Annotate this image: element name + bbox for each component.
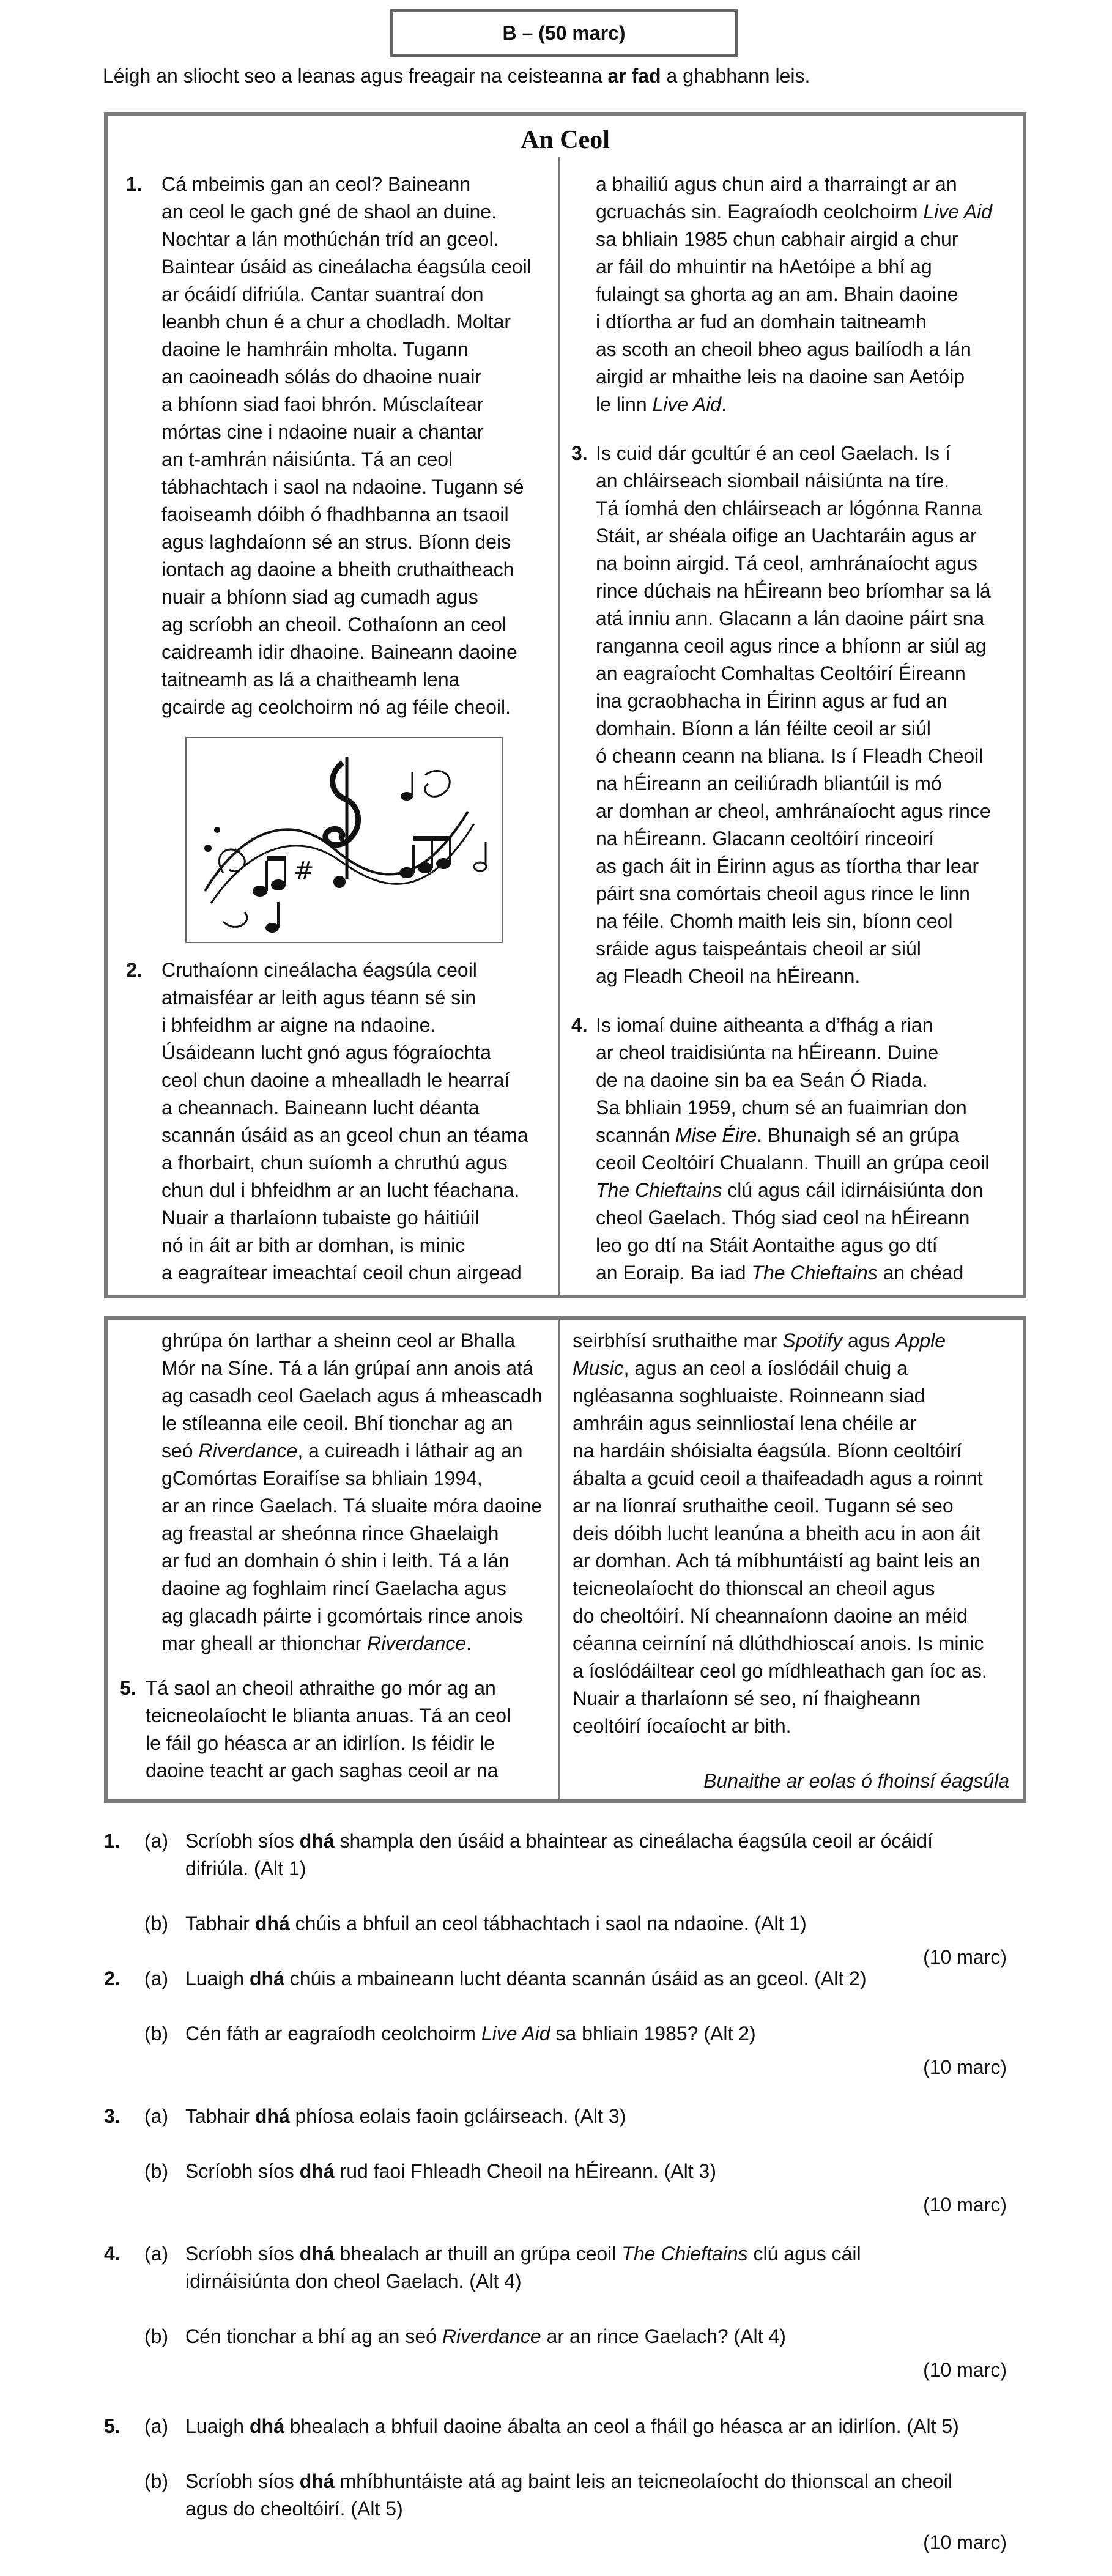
question-part-a	[185, 2240, 861, 2295]
text-line	[596, 1039, 989, 1067]
text-line	[596, 336, 992, 363]
text-fragment: agus	[842, 1330, 896, 1352]
text-line: rince dúchais na hÉireann beo bríomhar sa lá	[596, 580, 991, 602]
text-fragment: Mór na Síne. Tá a lán grúpaí ann anois atá	[161, 1357, 533, 1379]
text-line	[573, 1712, 987, 1740]
text-line: Cá mbeimis gan an ceol? Baineann	[161, 173, 471, 195]
italic-term: Music	[573, 1357, 624, 1379]
text-line	[596, 1204, 989, 1232]
text-fragment: an Eoraip. Ba iad	[596, 1262, 752, 1284]
text-line	[573, 1327, 987, 1355]
text-line	[161, 1575, 543, 1602]
text-line	[161, 1602, 543, 1630]
text-fragment: leo go dtí na Stáit Aontaithe agus go dtí	[596, 1234, 938, 1256]
text-line	[161, 1547, 543, 1575]
question-number: 2.	[104, 1967, 120, 1989]
question-text-line: Scríobh síos dhá rud faoi Fhleadh Cheoil na hÉireann. (Alt 3)	[185, 2160, 716, 2182]
text-line: Tá saol an cheoil athraithe go mór ag an	[146, 1677, 496, 1699]
text-fragment: ceoil Ceoltóirí Chualann. Thuill an grúpa ceoil	[596, 1152, 990, 1174]
text-line: teicneolaíocht le blianta anuas. Tá an ceol	[146, 1704, 511, 1727]
text-line: nó in áit ar bith ar domhan, is minic	[161, 1234, 465, 1256]
text-line	[161, 1437, 543, 1465]
text-line: an ceol le gach gné de shaol an duine.	[161, 201, 497, 223]
text-line: as gach áit in Éirinn agus as tíortha thar lear	[596, 855, 979, 877]
text-fragment: ag glacadh páirte i gcomórtais rince anois	[161, 1605, 523, 1627]
part-label: (b)	[144, 2160, 169, 2182]
paragraph-number: 4.	[571, 1014, 588, 1036]
question-text-line: Scríobh síos dhá bhealach ar thuill an grúpa ceoil The Chieftains clú agus cáil	[185, 2243, 861, 2265]
paragraph-number: 3.	[571, 442, 588, 464]
question-number: 5.	[104, 2415, 120, 2437]
text-fragment: , agus an ceol a íoslódáil chuig a	[623, 1357, 908, 1379]
italic-term: The Chieftains	[596, 1179, 722, 1201]
text-line: ceol chun daoine a mhealladh le hearraí	[161, 1069, 510, 1091]
text-line: nuair a bhíonn siad ag cumadh agus	[161, 586, 478, 608]
text-line	[596, 1149, 989, 1177]
question-number: 3.	[104, 2105, 120, 2127]
section-label: B – (50 marc)	[502, 21, 626, 44]
text-fragment: amhráin agus seinnliostaí lena chéile ar	[573, 1412, 917, 1434]
question-part-b	[185, 1910, 807, 1938]
text-line: leanbh chun é a chur a chodladh. Moltar	[161, 311, 511, 333]
text-line	[596, 1177, 989, 1204]
question-text-line: agus do cheoltóirí. (Alt 5)	[185, 2498, 403, 2520]
part-label: (a)	[144, 2243, 169, 2265]
text-fragment: a íoslódáiltear ceol go mídhleathach gan íoc as.	[573, 1660, 987, 1682]
marks-label: (10 marc)	[923, 2531, 1007, 2553]
text-fragment: céanna ceirníní ná dlúthdhioscaí anois. Is minic	[573, 1632, 984, 1654]
text-fragment: scannán	[596, 1124, 675, 1146]
text-line: a cheannach. Baineann lucht déanta	[161, 1097, 480, 1119]
text-line: a bhíonn siad faoi bhrón. Músclaítear	[161, 393, 484, 415]
text-fragment: Is iomaí duine aitheanta a d’fhág a rian	[596, 1014, 933, 1036]
paragraph-number: 2.	[126, 959, 143, 981]
question-text-line: Cén fáth ar eagraíodh ceolchoirm Live Aid sa bhliain 1985? (Alt 2)	[185, 2023, 756, 2045]
text-fragment: ghrúpa ón Iarthar a sheinn ceol ar Bhalla	[161, 1330, 516, 1352]
text-line: na hÉireann. Glacann ceoltóirí rinceoirí	[596, 827, 935, 849]
paragraph-4-continued	[161, 1327, 543, 1657]
text-line	[596, 253, 992, 281]
text-line: ag scríobh an cheoil. Cothaíonn an ceol	[161, 613, 506, 635]
text-line: Is cuid dár gcultúr é an ceol Gaelach. Is í	[596, 442, 951, 464]
question-part-b	[185, 2020, 756, 2048]
text-fragment: fulaingt sa ghorta ag an am. Bhain daoine	[596, 283, 958, 305]
text-line	[161, 1382, 543, 1410]
text-line: ar domhan ar cheol, amhránaíocht agus rince	[596, 800, 991, 822]
text-line: Stáit, ar shéala oifige an Uachtaráin agus ar	[596, 525, 977, 547]
article-title: An Ceol	[521, 126, 610, 154]
text-line	[596, 1094, 989, 1122]
text-fragment: as scoth an cheoil bheo agus bailíodh a lán	[596, 338, 971, 360]
text-line	[161, 1465, 543, 1492]
text-line: ó cheann ceann na bliana. Is í Fleadh Cheoil	[596, 745, 984, 767]
paragraph-3	[596, 440, 991, 990]
italic-term: Riverdance	[367, 1632, 467, 1654]
text-fragment: an chéad	[877, 1262, 964, 1284]
question-text-line: idirnáisiúnta don cheol Gaelach. (Alt 4)	[185, 2270, 522, 2292]
paragraph-number: 5.	[120, 1677, 136, 1699]
music-notes-image	[185, 737, 503, 943]
text-line	[573, 1465, 987, 1492]
text-fragment: seirbhísí sruthaithe mar	[573, 1330, 783, 1352]
text-line: atá inniu ann. Glacann a lán daoine páirt sna	[596, 607, 985, 629]
part-label: (b)	[144, 1912, 169, 1934]
text-fragment: ar fud an domhain ó shin i leith. Tá a lán	[161, 1550, 510, 1572]
text-line	[573, 1492, 987, 1520]
text-line	[596, 1012, 989, 1039]
paragraph-4	[596, 1012, 989, 1287]
paragraph-number: 1.	[126, 173, 143, 195]
text-fragment: ag casadh ceol Gaelach agus á mheascadh	[161, 1385, 543, 1407]
text-line	[573, 1382, 987, 1410]
text-line	[573, 1410, 987, 1437]
question-number: 4.	[104, 2243, 120, 2265]
text-fragment: de na daoine sin ba ea Seán Ó Riada.	[596, 1069, 928, 1091]
text-line	[573, 1437, 987, 1465]
text-fragment: gcruachás sin. Eagraíodh ceolchoirm	[596, 201, 924, 223]
text-line: na boinn airgid. Tá ceol, amhránaíocht agus	[596, 552, 977, 574]
part-label: (a)	[144, 1830, 169, 1852]
text-line: ranganna ceoil agus rince a bhíonn ar siúl ag	[596, 635, 987, 657]
text-line: Nochtar a lán mothúchán tríd an gceol.	[161, 228, 499, 250]
text-line: Úsáideann lucht gnó agus fógraíochta	[161, 1042, 492, 1064]
text-line: an caoineadh sólás do dhaoine nuair	[161, 366, 482, 388]
question-part-b	[185, 2323, 786, 2350]
part-label: (a)	[144, 2105, 169, 2127]
text-line: ar ócáidí difriúla. Cantar suantraí don	[161, 283, 484, 305]
question-text-line: Scríobh síos dhá shampla den úsáid a bhaintear as cineálacha éagsúla ceoil ar ócáidí	[185, 1830, 933, 1852]
question-text-line: Tabhair dhá phíosa eolais faoin gcláirseach. (Alt 3)	[185, 2105, 626, 2127]
italic-term: Apple	[895, 1330, 946, 1352]
marks-label: (10 marc)	[923, 2056, 1007, 2078]
text-fragment: sa bhliain 1985 chun cabhair airgid a chur	[596, 228, 958, 250]
text-line: le fáil go héasca ar an idirlíon. Is féidir le	[146, 1732, 495, 1754]
text-line: tábhachtach i saol na ndaoine. Tugann sé	[161, 476, 524, 498]
text-fragment: le linn	[596, 393, 653, 415]
question-part-a	[185, 1827, 933, 1882]
text-line	[573, 1657, 987, 1685]
part-label: (a)	[144, 1967, 169, 1989]
article-panel-2	[104, 1316, 1026, 1803]
part-label: (b)	[144, 2325, 169, 2347]
text-line: iontach ag daoine a bheith cruthaitheach	[161, 558, 514, 580]
source-credit: Bunaithe ar eolas ó fhoinsí éagsúla	[703, 1770, 1009, 1792]
text-line: Cruthaíonn cineálacha éagsúla ceoil	[161, 959, 477, 981]
italic-term: The Chieftains	[751, 1262, 878, 1284]
text-line: caidreamh idir dhaoine. Baineann daoine	[161, 641, 517, 663]
text-line: sráide agus taispeántais cheoil ar siúl	[596, 938, 921, 960]
question-part-a	[185, 2103, 626, 2130]
text-line: chun dul i bhfeidhm ar an lucht féachana.	[161, 1179, 520, 1201]
column-divider	[558, 1320, 560, 1799]
text-line: a fhorbairt, chun suíomh a chruthú agus	[161, 1152, 508, 1174]
text-fragment: ag freastal ar sheónna rince Ghaelaigh	[161, 1522, 499, 1544]
question-text-line: Scríobh síos dhá mhíbhuntáiste atá ag baint leis an teicneolaíocht do thionscal an cheoil	[185, 2470, 953, 2492]
text-fragment: cheol Gaelach. Thóg siad ceol na hÉireann	[596, 1207, 970, 1229]
question-part-a	[185, 2413, 959, 2440]
text-line	[573, 1355, 987, 1382]
text-fragment: a bhailiú agus chun aird a tharraingt ar an	[596, 173, 957, 195]
text-fragment: ar na líonraí sruthaithe ceoil. Tugann sé seo	[573, 1495, 954, 1517]
paragraph-1	[161, 171, 532, 721]
text-fragment: ábalta a gcuid ceoil a thaifeadadh agus a roinnt	[573, 1467, 983, 1489]
paragraph-5-continued	[573, 1327, 987, 1740]
text-line: ina gcraobhacha in Éirinn agus ar fud an	[596, 690, 947, 712]
question-text-line: Cén tionchar a bhí ag an seó Riverdance ar an rince Gaelach? (Alt 4)	[185, 2325, 786, 2347]
question-part-b	[185, 2158, 716, 2185]
text-fragment: na hardáin shóisialta éagsúla. Bíonn ceoltóirí	[573, 1440, 962, 1462]
text-line: agus laghdaíonn sé an strus. Bíonn deis	[161, 531, 511, 553]
text-line	[161, 1492, 543, 1520]
text-line: ag Fleadh Cheoil na hÉireann.	[596, 965, 861, 987]
question-part-b	[185, 2468, 952, 2523]
question-text-line: Luaigh dhá chúis a mbaineann lucht déanta scannán úsáid as an gceol. (Alt 2)	[185, 1967, 867, 1989]
text-fragment: teicneolaíocht do thionscal an cheoil agus	[573, 1577, 935, 1599]
text-line: faoiseamh dóibh ó fhadhbanna an tsaoil	[161, 503, 509, 525]
text-line: Tá íomhá den chláirseach ar lógónna Ranna	[596, 497, 982, 519]
music-notes-illustration	[187, 738, 502, 942]
part-label: (a)	[144, 2415, 169, 2437]
text-line	[161, 1327, 543, 1355]
section-header	[390, 9, 738, 57]
text-line: taitneamh as lá a chaitheamh lena	[161, 668, 460, 690]
text-fragment: gComórtas Eoraifíse sa bhliain 1994,	[161, 1467, 483, 1489]
text-line: na hÉireann an ceiliúradh bliantúil is mó	[596, 772, 942, 794]
text-line: scannán úsáid as an gceol chun an téama	[161, 1124, 528, 1146]
text-line	[573, 1630, 987, 1657]
text-line: Nuair a tharlaíonn tubaiste go háitiúil	[161, 1207, 480, 1229]
paragraph-5	[146, 1675, 511, 1785]
text-fragment: ar domhan. Ach tá míbhuntáistí ag baint leis an	[573, 1550, 981, 1572]
text-fragment: seó	[161, 1440, 199, 1462]
text-fragment: Sa bhliain 1959, chum sé an fuaimrian don	[596, 1097, 967, 1119]
italic-term: Riverdance	[198, 1440, 298, 1462]
text-line	[161, 1410, 543, 1437]
text-line	[161, 1520, 543, 1547]
text-fragment: ar cheol traidisiúnta na hÉireann. Duine	[596, 1042, 939, 1064]
text-line: mar gheall ar thionchar Riverdance.	[161, 1632, 472, 1654]
text-line	[596, 1067, 989, 1094]
text-line: daoine le hamhráin mholta. Tugann	[161, 338, 469, 360]
text-fragment: ar an rince Gaelach. Tá sluaite móra daoine	[161, 1495, 542, 1517]
text-line	[596, 198, 992, 226]
text-fragment: . Bhunaigh sé an grúpa	[757, 1124, 960, 1146]
text-fragment: ar fáil do mhuintir na hAetóipe a bhí ag	[596, 256, 932, 278]
text-line: domhain. Bíonn a lán féilte ceoil ar siúl	[596, 717, 931, 739]
text-fragment: i dtíortha ar fud an domhain taitneamh	[596, 311, 927, 333]
text-line	[573, 1575, 987, 1602]
italic-term: Live Aid	[923, 201, 993, 223]
paragraph-2	[161, 957, 528, 1287]
text-line	[596, 1122, 989, 1149]
text-fragment: do cheoltóirí. Ní cheannaíonn daoine an méid	[573, 1605, 968, 1627]
text-line: an t-amhrán náisiúnta. Tá an ceol	[161, 448, 453, 470]
svg-text:#: #	[294, 857, 314, 885]
text-line: i bhfeidhm ar aigne na ndaoine.	[161, 1014, 436, 1036]
text-line: páirt sna comórtais cheoil agus rince le linn	[596, 883, 970, 905]
text-line: Baintear úsáid as cineálacha éagsúla ceoil	[161, 256, 532, 278]
text-fragment: deis dóibh lucht leanúna a bheith acu in aon áit	[573, 1522, 981, 1544]
paragraph-2-continued	[596, 171, 992, 418]
text-fragment: Nuair a tharlaíonn sé seo, ní fhaigheann	[573, 1687, 921, 1709]
text-fragment: , a cuireadh i láthair ag an	[297, 1440, 523, 1462]
text-line	[596, 308, 992, 336]
text-line	[573, 1520, 987, 1547]
part-label: (b)	[144, 2470, 169, 2492]
question-part-a	[185, 1965, 867, 1993]
italic-term: Spotify	[782, 1330, 843, 1352]
text-fragment: ngléasanna soghluaiste. Roinneann siad	[573, 1385, 925, 1407]
text-line: mórtas cine i ndaoine nuair a chantar	[161, 421, 484, 443]
text-line	[596, 363, 992, 391]
italic-term: Live Aid	[652, 393, 722, 415]
italic-term: Mise Éire	[675, 1124, 757, 1146]
marks-label: (10 marc)	[923, 1946, 1007, 1968]
text-line	[161, 1355, 543, 1382]
text-fragment: daoine ag foghlaim rincí Gaelacha agus	[161, 1577, 506, 1599]
text-line	[573, 1547, 987, 1575]
text-line: le linn Live Aid.	[596, 393, 727, 415]
question-number: 1.	[104, 1830, 120, 1852]
instructions: Léigh an sliocht seo a leanas agus freagair na ceisteanna ar fad a ghabhann leis.	[103, 65, 810, 87]
text-fragment: airgid ar mhaithe leis na daoine san Aetóip	[596, 366, 965, 388]
question-text-line: difriúla. (Alt 1)	[185, 1857, 306, 1879]
text-line: an eagraíocht Comhaltas Ceoltóirí Éireann	[596, 662, 966, 684]
text-line: atmaisféar ar leith agus téann sé sin	[161, 986, 476, 1009]
text-line	[596, 226, 992, 253]
text-line: a eagraítear imeachtaí ceoil chun airgead	[161, 1262, 522, 1284]
text-line	[596, 281, 992, 308]
text-line: an chláirseach siombail náisiúnta na tíre.	[596, 470, 950, 492]
text-line: na féile. Chomh maith leis sin, bíonn ceol	[596, 910, 953, 932]
text-fragment: ceoltóirí íocaíocht ar bith.	[573, 1715, 791, 1737]
text-fragment: mar gheall ar thionchar	[161, 1632, 368, 1654]
text-fragment: clú agus cáil idirnáisiúnta don	[722, 1179, 984, 1201]
text-line: gcairde ag ceolchoirm nó ag féile cheoil.	[161, 696, 511, 718]
column-divider	[558, 157, 560, 1295]
text-line	[573, 1602, 987, 1630]
part-label: (b)	[144, 2023, 169, 2045]
text-fragment: le stíleanna eile ceoil. Bhí tionchar ag an	[161, 1412, 513, 1434]
text-line: daoine teacht ar gach saghas ceoil ar na	[146, 1760, 499, 1782]
text-line	[596, 171, 992, 198]
text-line	[596, 1259, 989, 1287]
text-line	[573, 1685, 987, 1712]
article-panel-1	[104, 112, 1026, 1298]
question-text-line: Luaigh dhá bhealach a bhfuil daoine ábalta an ceol a fháil go héasca ar an idirlíon. (Alt 5)	[185, 2415, 959, 2437]
question-text-line: Tabhair dhá chúis a bhfuil an ceol tábhachtach i saol na ndaoine. (Alt 1)	[185, 1912, 807, 1934]
marks-label: (10 marc)	[923, 2194, 1007, 2216]
text-line	[596, 1232, 989, 1259]
marks-label: (10 marc)	[923, 2359, 1007, 2381]
